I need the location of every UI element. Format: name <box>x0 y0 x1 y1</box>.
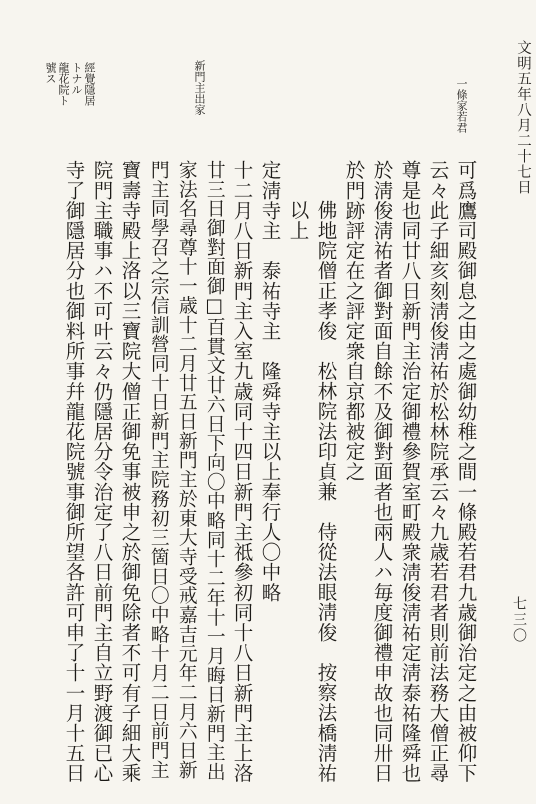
body-column: 佛地院僧正孝俊 松林院法印貞兼 侍從法眼淸俊 按察法橋淸祐 <box>314 200 338 783</box>
body-column: 門主同學召之宗信訓營同十日新門主院務初三箇日〇中略十月二日前門主 <box>147 160 169 780</box>
marginal-note: 龍花院ト <box>57 62 70 106</box>
body-column: 可爲鷹司殿御息之由之處御幼稚之間一條殿若君九歳御治定之由被仰下 <box>454 160 478 784</box>
page-number: 七三〇 <box>511 596 527 644</box>
marginal-note: 新門主出家 <box>193 60 206 115</box>
date-heading: 文明五年八月二十七日 <box>515 40 531 195</box>
body-column: 定淸寺主 泰祐寺主 隆舜寺主以上奉行人〇中略 <box>258 160 282 603</box>
marginal-note: 號ス <box>44 62 57 84</box>
body-column: 於淸俊淸祐者御對面自餘不及御對面者也兩人ハ毎度御禮申故也同卅日 <box>370 160 394 784</box>
body-column: 尊是也同廿八日新門主治定御禮參賀室町殿衆淸俊淸祐定淸泰祐隆舜也 <box>398 160 422 784</box>
body-column: 寺了御隱居分也御料所事幷龍花院號事御所望各許可申了十一月十五日 <box>62 160 86 784</box>
body-column: 以上 <box>286 200 310 241</box>
body-column: 云々此子細亥刻淸俊淸祐於松林院承云々九歳若君者則前法務大僧正尋 <box>426 160 450 784</box>
marginal-note: トナル <box>70 62 83 95</box>
marginal-note: 一條家若君 <box>455 78 468 133</box>
body-column: 寶壽寺殿上洛以三寶院大僧正御免事被申之於御免除者不可有子細大乘 <box>118 160 142 784</box>
body-column: 院門主職事ハ不可叶云々仍隱居分令治定了八日前門主自立野渡御已心 <box>90 160 114 784</box>
body-column: 家法名尋尊十一歳十二月廿五日新門主於東大寺受戒嘉吉元年二月六日新 <box>175 160 197 780</box>
body-column: 於門跡評定在之評定衆自京都被定之 <box>342 160 366 482</box>
body-column: 廿三日御對面御□百貫文廿六日下向〇中略同十二年十一月晦日新門主出 <box>203 160 225 782</box>
marginal-note: 經覺隱居 <box>83 62 96 106</box>
body-column: 十二月八日新門主入室九歳同十四日新門主祗參初同十八日新門主上洛 <box>230 160 254 784</box>
